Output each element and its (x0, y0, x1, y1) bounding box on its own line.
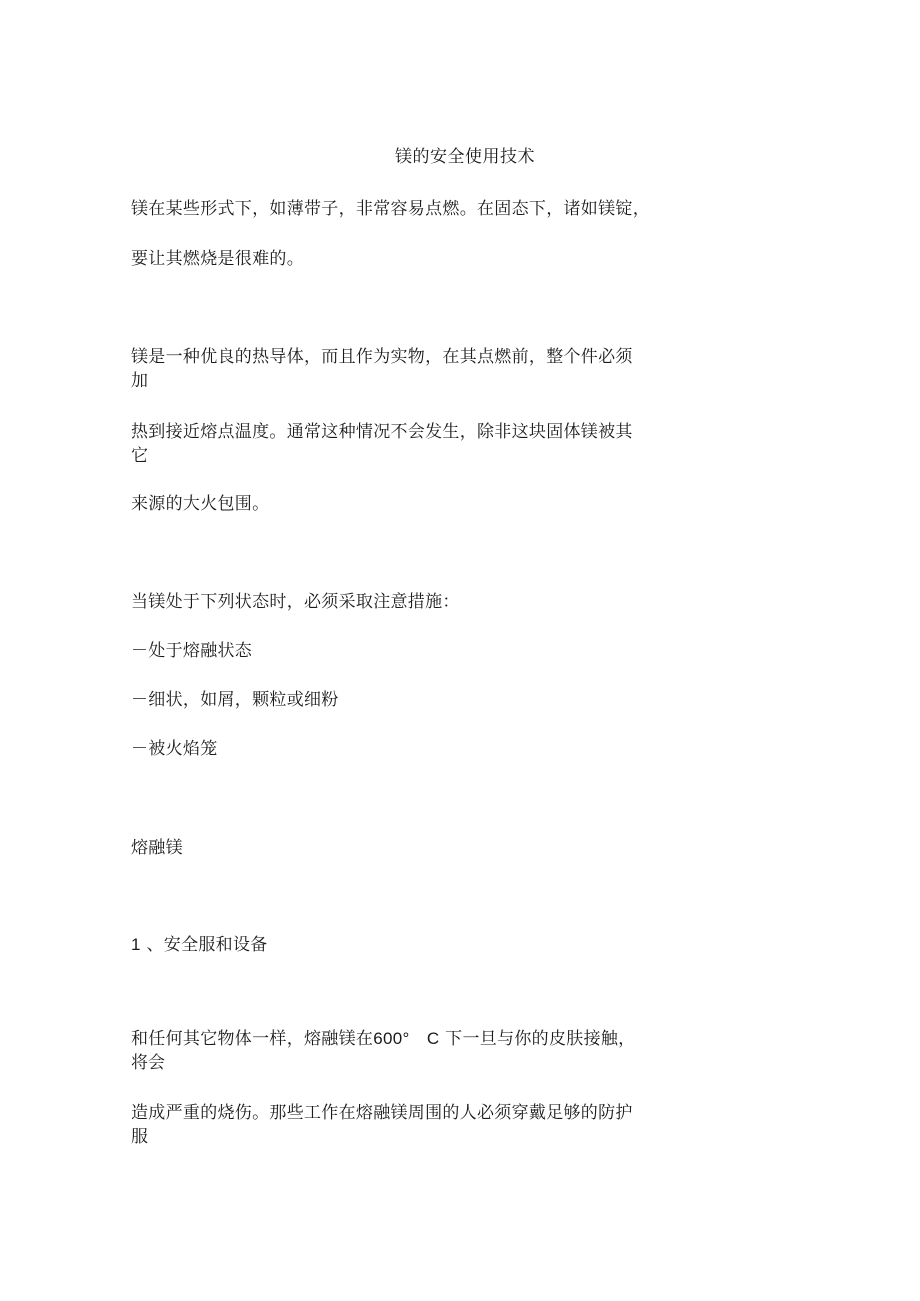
subsection-heading (131, 933, 671, 957)
document-title: 镁的安全使用技术 (395, 147, 535, 167)
paragraph-line: 要让其燃烧是很难的。 (131, 249, 304, 269)
list-item: －细状，如屑，颗粒或细粉 (131, 690, 339, 710)
paragraph-line-wrap: 它 (131, 446, 148, 466)
paragraph-line-wrap: 服 (131, 1127, 148, 1147)
subsection-label: 、安全服和设备 (146, 935, 268, 955)
list-item: －处于熔融状态 (131, 641, 253, 661)
paragraph-line-wrap: 加 (131, 371, 148, 391)
paragraph-text: 和任何其它物体一样，熔融镁在 (131, 1029, 374, 1049)
paragraph-line: 来源的大火包围。 (131, 494, 270, 514)
paragraph-line (131, 1027, 671, 1051)
section-heading: 熔融镁 (131, 838, 183, 858)
paragraph-line: 当镁处于下列状态时，必须采取注意措施： (131, 592, 460, 612)
paragraph-line: 热到接近熔点温度。通常这种情况不会发生，除非这块固体镁被其 (131, 422, 633, 442)
paragraph-line-wrap: 将会 (131, 1053, 165, 1073)
temperature-value: 600° C (373, 1029, 440, 1048)
paragraph-line: 镁是一种优良的热导体，而且作为实物，在其点燃前，整个件必须 (131, 347, 633, 367)
subsection-number: 1 (131, 935, 141, 954)
paragraph-text: 下一旦与你的皮肤接触， (445, 1029, 636, 1049)
list-item: －被火焰笼 (131, 739, 218, 759)
paragraph-line: 造成严重的烧伤。那些工作在熔融镁周围的人必须穿戴足够的防护 (131, 1103, 633, 1123)
paragraph-line: 镁在某些形式下，如薄带子，非常容易点燃。在固态下，诸如镁锭， (131, 199, 650, 219)
